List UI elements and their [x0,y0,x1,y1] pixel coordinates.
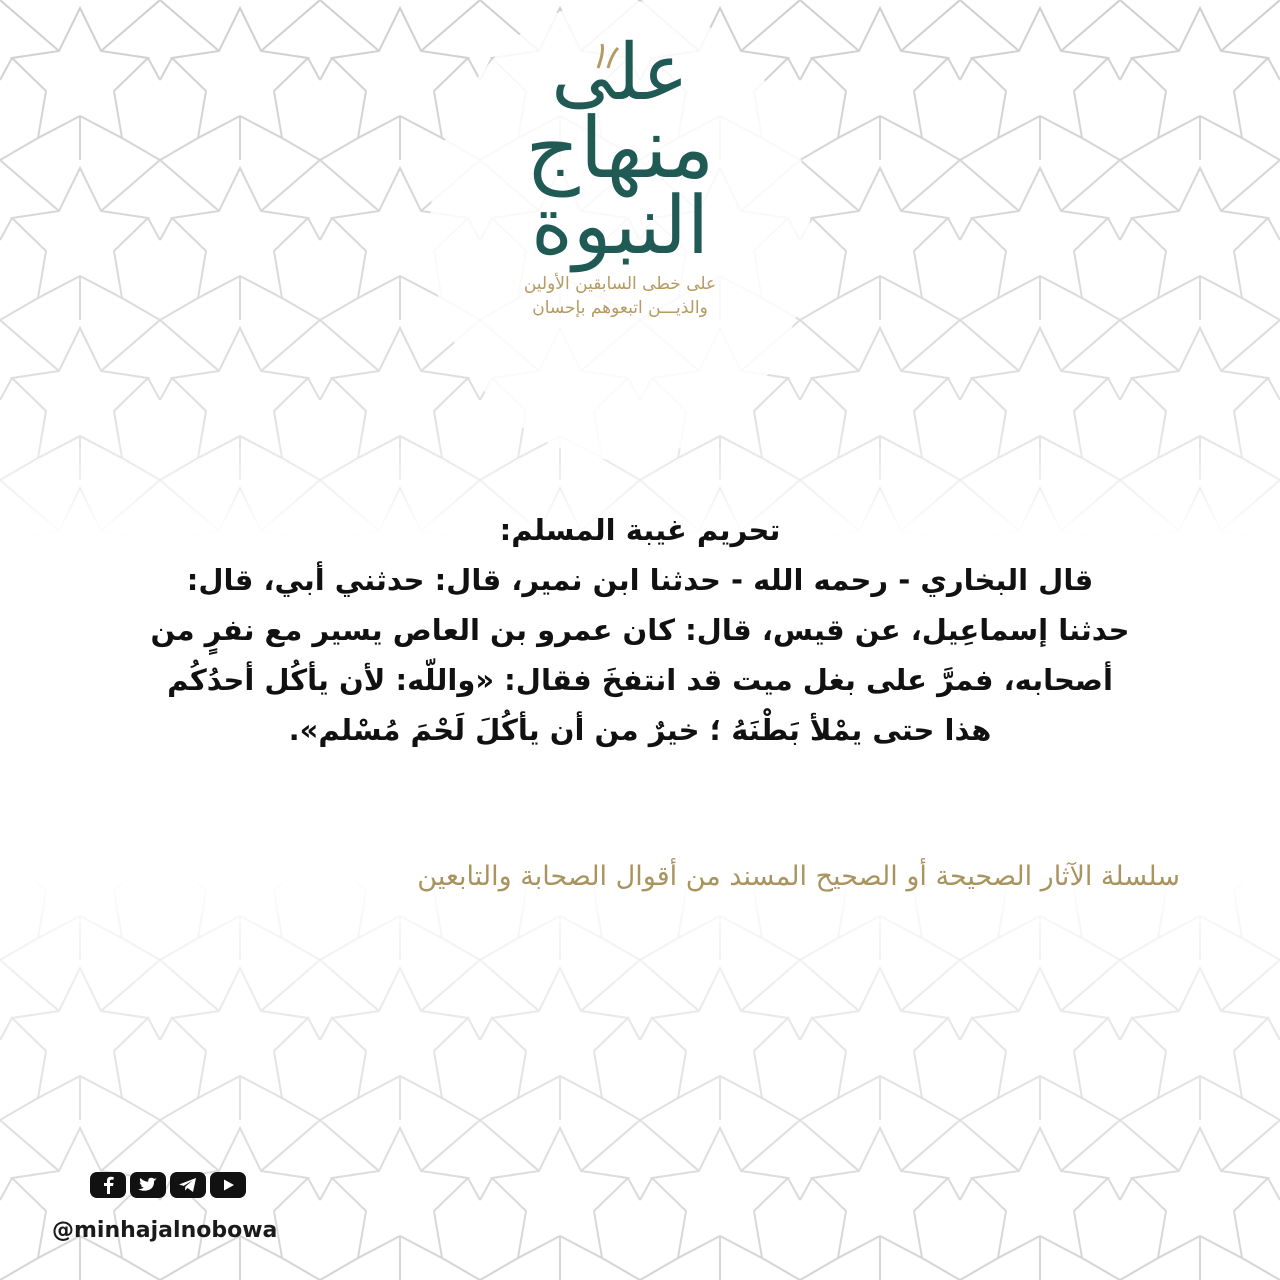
post-line-3: أصحابه، فمرَّ على بغل ميت قد انتفخَ فقال: «واللّه: لأن يأكُل أحدُكُم [167,663,1113,697]
post-line-2: حدثنا إسماعِيل، عن قيس، قال: كان عمرو بن العاص يسير مع نفرٍ من [150,613,1130,647]
logo-ornament-icon [480,38,760,78]
social-icons [90,1172,246,1200]
post-title: تحريم غيبة المسلم: [499,513,781,547]
logo-tagline-2: والذيـــن اتبعوهم بإحسان [532,298,708,318]
series-title: سلسلة الآثار الصحيحة أو الصحيح المسند من أقوال الصحابة والتابعين [417,861,1180,892]
logo-word-alnobowa: النبوة [530,179,710,272]
post-line-1: قال البخاري - رحمه الله - حدثنا ابن نمير، قال: حدثني أبي، قال: [186,563,1094,597]
facebook-icon[interactable] [90,1172,126,1198]
twitter-icon[interactable] [130,1172,166,1198]
telegram-icon[interactable] [170,1172,206,1198]
logo-word-minhaj: منهاج [525,99,715,197]
post-content [60,505,1220,755]
social-handle[interactable]: @minhajalnobowa [52,1218,278,1243]
logo-tagline-1: على خطى السابقين الأولين [523,274,717,294]
site-logo [480,30,760,400]
post-line-4: هذا حتى يمْلأ بَطْنَهُ ؛ خيرٌ من أن يأكُلَ لَحْمَ مُسْلم». [288,713,992,747]
youtube-icon[interactable] [210,1172,246,1198]
logo-word-ala: على [551,28,689,118]
